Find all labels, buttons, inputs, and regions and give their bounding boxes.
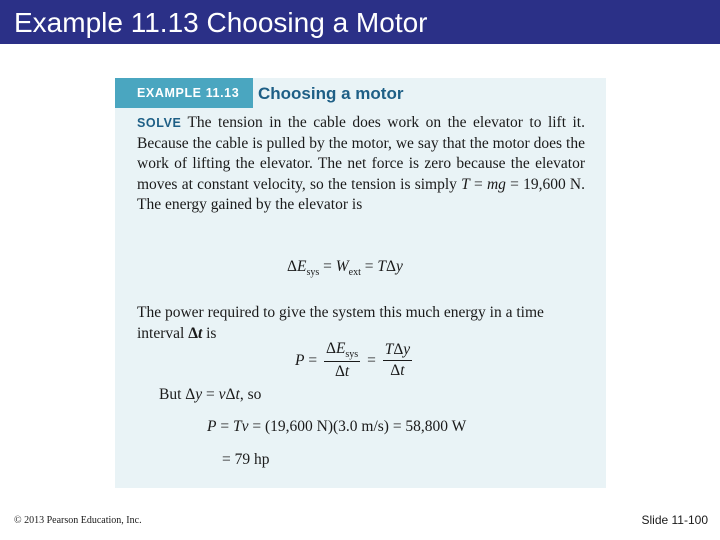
example-title: Choosing a motor [258,84,404,103]
solve-paragraph [137,113,585,216]
energy-equation: $\Delta E_{sys} = W_{ext} = T\Delta y$ [287,258,403,279]
solve-text: The tension in the cable does work on the elevator to lift it. Because the cable is pulled by the motor, we say that the motor does the work of lifting the elevator. The net force is zero because the elevator moves at constant velocity, so the tension is simply T = mg = 19,600 N. The energy gained by the elevator is [137,114,586,214]
power-equation: P = $\frac{\Delta E_{sys}}{\Delta t}$ = $\frac{\text{TΔy}}{\Delta t}$ [295,340,411,381]
hp-result: = 79 hp [222,451,270,468]
power-result: P = Tv = (19,600 N)(3.0 m/s) = 58,800 W [207,418,467,435]
example-label: EXAMPLE 11.13 [137,86,240,100]
example-panel [115,78,606,488]
but-line: But Δy = vΔt, so [159,386,262,403]
slide-title-bar [0,0,720,44]
power-intro: The power required to give the system this much energy in a time interval Δt is [137,304,544,342]
slide-number: Slide 11-100 [641,513,708,527]
slide-title: Example 11.13 Choosing a Motor [14,7,428,38]
solve-label: SOLVE [137,116,182,130]
example-badge [115,78,253,108]
example-header [115,78,606,108]
copyright: © 2013 Pearson Education, Inc. [14,515,142,526]
